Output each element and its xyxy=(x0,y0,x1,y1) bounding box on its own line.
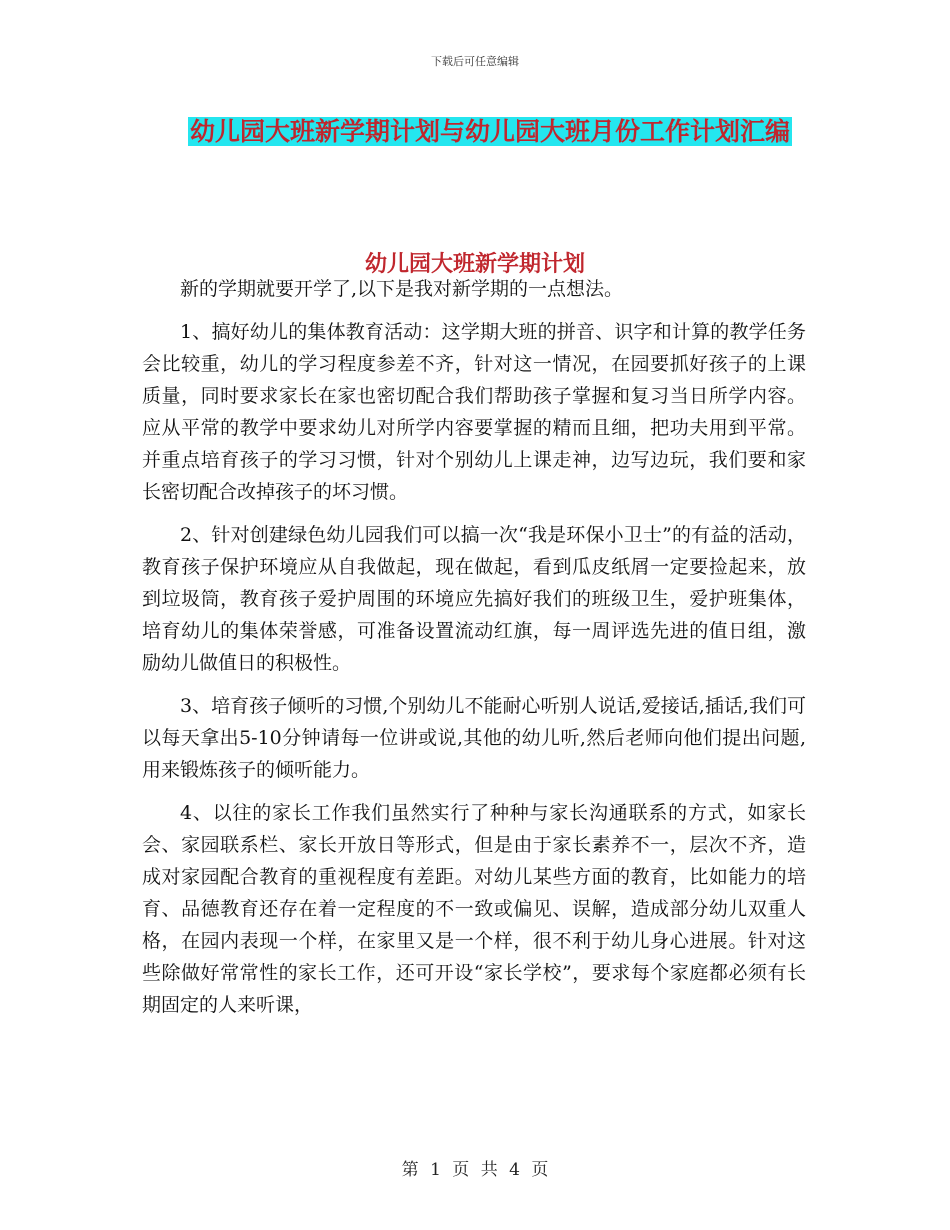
header-note: 下载后可任意编辑 xyxy=(431,55,519,68)
body-text xyxy=(142,273,806,1021)
paragraph-1: 1、搞好幼儿的集体教育活动：这学期大班的拼音、识字和计算的教学任务会比较重，幼儿的学习程度参差不齐，针对这一情况，在园要抓好孩子的上课质量，同时要求家长在家也密切配合我们帮助孩子掌握和复习当日所学内容。应从平常的教学中要求幼儿对所学内容要掌握的精而且细，把功夫用到平常。并重点培育孩子的学习习惯，针对个别幼儿上课走神，边写边玩，我们要和家长密切配合改掉孩子的坏习惯。 xyxy=(142,321,806,503)
paragraph-4: 4、以往的家长工作我们虽然实行了种种与家长沟通联系的方式，如家长会、家园联系栏、家长开放日等形式，但是由于家长素养不一，层次不齐，造成对家园配合教育的重视程度有差距。对幼儿某些方面的教育，比如能力的培育、品德教育还存在着一定程度的不一致或偏见、误解，造成部分幼儿双重人格，在园内表现一个样，在家里又是一个样，很不利于幼儿身心进展。针对这些除做好常常性的家长工作，还可开设“家长学校”，要求每个家庭都必须有长期固定的人来听课， xyxy=(142,802,806,1016)
document-title xyxy=(140,108,840,155)
paragraph-2: 2、针对创建绿色幼儿园我们可以搞一次“我是环保小卫士”的有益的活动，教育孩子保护环境应从自我做起，现在做起，看到瓜皮纸屑一定要捡起来，放到垃圾筒，教育孩子爱护周围的环境应先搞好我们的班级卫生，爱护班集体，培育幼儿的集体荣誉感，可准备设置流动红旗，每一周评选先进的值日组，激励幼儿做值日的积极性。 xyxy=(142,524,806,674)
page-number-footer: 第 1 页 共 4 页 xyxy=(401,1160,549,1180)
paragraph-intro: 新的学期就要开学了,以下是我对新学期的一点想法。 xyxy=(180,278,624,300)
section-title: 幼儿园大班新学期计划 xyxy=(364,252,585,277)
paragraph-3: 3、培育孩子倾听的习惯,个别幼儿不能耐心听别人说话,爱接话,插话,我们可以每天拿出5-10分钟请每一位讲或说,其他的幼儿听,然后老师向他们提出问题,用来锻炼孩子的倾听能力。 xyxy=(142,695,806,781)
document-title-text: 幼儿园大班新学期计划与幼儿园大班月份工作计划汇编 xyxy=(189,117,790,146)
